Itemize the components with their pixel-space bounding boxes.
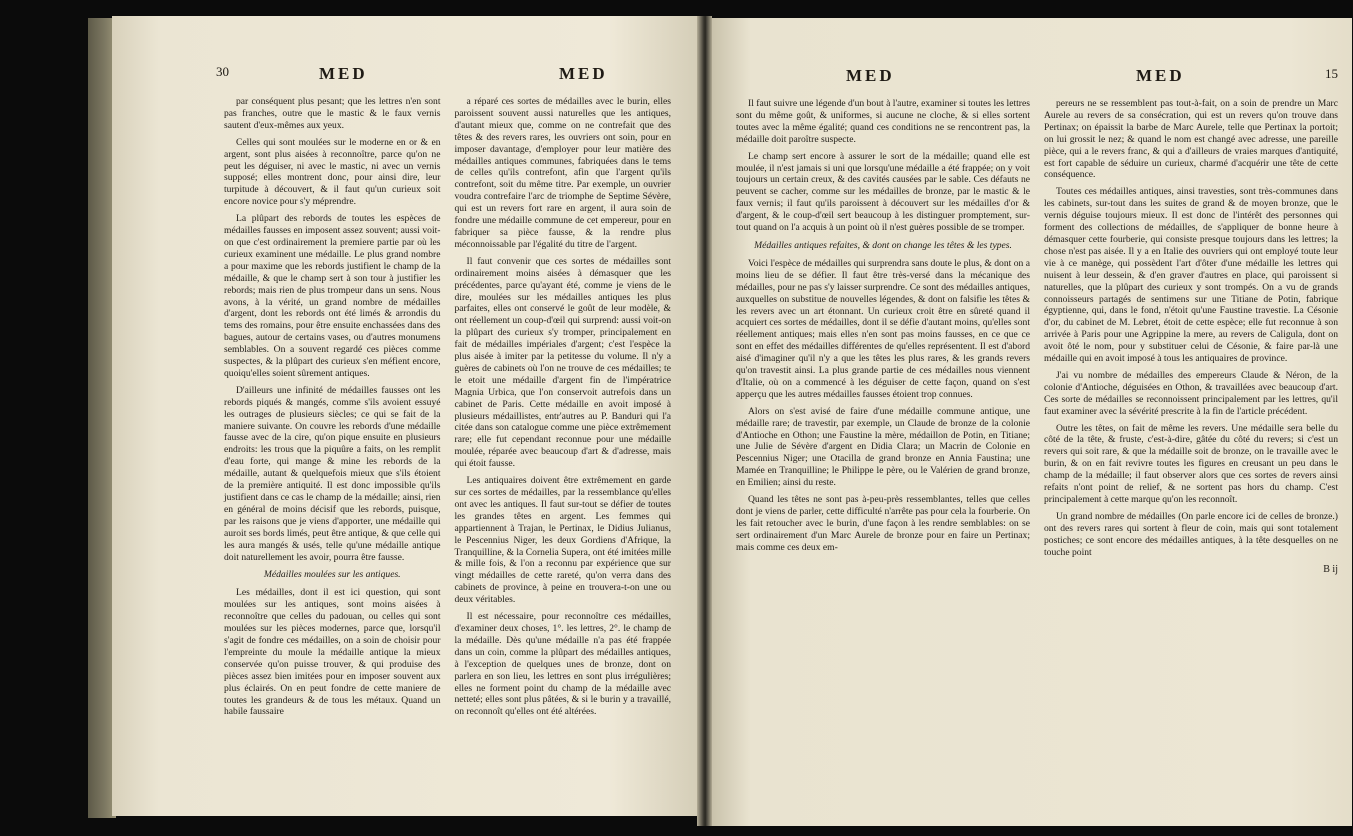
paragraph: Quand les têtes ne sont pas à-peu-près ressemblantes, telles que celles dont je viens de parler, cette difficulté n'arrête pas pour cela la fourberie. On les fait retoucher avec le burin, d'une façon à les rendre semblables: on se sert ordinairement d'un Marc Aurele de bronze pour en faire un Pertinax; mais comme ces deux em-: [736, 494, 1030, 553]
paragraph: Alors on s'est avisé de faire d'une médaille commune antique, une médaille rare; de travestir, par exemple, un Claude de bronze de la colonie d'Antioche en Othon; une Faustine la mère, médaillon de Potin, en Titiane; une Julie de Sévère d'argent en Didia Clara; un Macrin de Colonie en Pescennius Niger; une Otacilla de grand bronze en Annia Faustina; une Mamée en Tranquilline; le Philippe le père, ou le Valérien de grand bronze, en Emilien; ainsi du reste.: [736, 405, 1030, 489]
book-gutter: [697, 16, 712, 826]
text-column: [455, 96, 672, 723]
paragraph: J'ai vu nombre de médailles des empereurs Claude & Néron, de la colonie d'Antioche, déguisées en Othon, & travaillées avec beaucoup d'art. Ces sorte de médailles se reconnoissent principalement par les lettres, qu'il faut examiner avec la sévérité prescrite à la fin de l'article précédent.: [1044, 369, 1338, 417]
paragraph: Il faut convenir que ces sortes de médailles sont ordinairement moins aisées à démasquer que les précédentes, parce qu'ayant été, comme je viens de le dire, moulées sur les médailles antiques les plus parfaites, elles ont conservé le goût de leur modèle, & ont réellement un coup-d'œil qui surprend: aussi voit-on la plûpart des curieux s'y tromper, principalement en fait de médailles impériales d'argent; c'est l'espèce la plus aisée à imiter par la petitesse du volume. Il n'y a guères de cabinets où l'on ne trouve de ces médailles; te le etoit une médaille d'argent fin de l'impératrice Magnia Urbica, que l'on conservoit autrefois dans un cabinet de Paris. Cette médaille en avoit imposé à plusieurs médaillistes, entr'autres au P. Banduri qui l'a citée dans son catalogue comme une pièce extrêmement rare; elle fut cependant reconnue pour une médaille moulée, réparée avec beaucoup d'art & d'adresse, mais qui étoit fausse.: [454, 255, 671, 470]
paragraph: Le champ sert encore à assurer le sort de la médaille; quand elle est moulée, il n'est jamais si uni que lorsqu'une médaille a été frappée; on y voit toujours un certain creux, & des cavités causées par le sable. Ces défauts ne peuvent se cacher, comme sur les médailles de bronze, par le mastic & le faux vernis; il faut qu'ils paroissent à découvert sur les médailles d'or & d'argent, & le coup-d'œil sert beaucoup à les distinguer promptement, sur-tout quand on l'a acquis à un point où il n'est guères possible de se tromper.: [736, 150, 1030, 234]
paragraph: Les antiquaires doivent être extrêmement en garde sur ces sortes de médailles, par la ressemblance qu'elles ont avec les antiques. Il faut sur-tout se défier de toutes les grandes têtes en argent. Les femmes qui appartiennent à Trajan, le Pertinax, le Didius Julianus, le Pescennius Niger, les deux Gordiens d'Afrique, la Tranquilline, & la Cornelia Supera, ont été imitées mille & mille fois, & l'on a reconnu par expérience que sur vingt médailles de cette rareté, qu'on verra dans des cabinets de province, à peine en trouvera-t-on une ou deux véritables.: [454, 475, 671, 606]
running-head: MED: [1136, 66, 1185, 85]
right-page-columns: [736, 98, 1338, 564]
paragraph: a réparé ces sortes de médailles avec le burin, elles paroissent souvent aussi naturelles que les antiques, d'autant mieux que, comme on ne contrefait que des têtes & des revers rares, les ouvriers ont soin, pour en imposer davantage, d'employer pour leur matière des médailles antiques communes, fabriquées dans le tems de celles qu'ils contrefont, afin que l'argent qu'ils contrefont, soit du même titre. Par exemple, un ouvrier voudra contrefaire l'arc de triomphe de Septime Sévère, qui est un revers fort rare en argent, il aura soin de fondre une médaille commune de cet empereur, pour en fabriquer sa pièce fausse, & la rendre plus méconnoissable par l'égalité du titre de l'argent.: [454, 96, 671, 250]
right-page-header: [736, 66, 1338, 92]
paragraph: La plûpart des rebords de toutes les espèces de médailles fausses en imposent assez souvent; aussi voit-on que c'est ordinairement la premiere partie par où les curieux examinent une médaille. Le plus grand nombre a pour maxime que les rebords justifient le champ de la médaille, & que le champ sert à son tour à justifier les rebords; mais rien de plus trompeur dans un sens. Nous avons, à la vérité, un grand nombre de médailles d'argent, dont les rebords ont été limés & arrondis du tems des romains, pour être ensuite enchassées dans des bagues, autour de certains vases, ou d'autres monumens semblables. On a souvent regardé ces pièces comme suspectes, & la plûpart des curieux s'en méfient encore, quoiqu'elles soient sûrement antiques.: [224, 213, 441, 379]
left-page-header: [216, 64, 671, 90]
text-column: [736, 98, 1030, 564]
running-head: MED: [319, 64, 368, 83]
paragraph: Un grand nombre de médailles (On parle encore ici de celles de bronze.) ont des revers rares qui sortent à fleur de coin, mais qui sont totalement postiches; ce sont encore des médailles antiques, à la tête desquelles on ne touche point: [1044, 510, 1338, 558]
paragraph: par conséquent plus pesant; que les lettres n'en sont pas franches, outre que le mastic & le faux vernis sautent d'eux-mêmes aux yeux.: [224, 96, 441, 131]
paragraph: Voici l'espèce de médailles qui surprendra sans doute le plus, & dont on a moins lieu de se défier. Il faut être très-versé dans la mécanique des médailles, pour ne pas s'y laisser surprendre. Ce sont des médailles antiques, auxquelles on substitue de nouvelles légendes, & dont on falsifie les têtes & les revers avec un art étonnant. Un curieux croit être en sûreté quand il acquiert ces sortes de médailles, dont il se défie d'autant moins, qu'elles sont réellement antiques; mais elles n'en sont pas moins fausses, en ce que ce sont en effet des médailles différentes de qu'elles représentent. Il est d'abord aisé d'imaginer qu'il n'y a que les têtes les plus rares, & les grands revers qu'on travestit ainsi. La plus grande partie de ces médailles nous viennent d'Italie, où on a commencé à les déguiser de cette façon, quand on s'est apperçu que les autres médailles fausses étoient trop connues.: [736, 257, 1030, 400]
left-page-columns: [224, 96, 671, 723]
paragraph: Toutes ces médailles antiques, ainsi travesties, sont très-communes dans les cabinets, sur-tout dans les suites de grand & de moyen bronze, que le vernis déguise toujours mieux. Il est donc de l'intérêt des personnes qui forment des collections de médailles, de s'appliquer de bonne heure à démasquer cette fourberie, qui consiste presque toujours dans les lettres; la chose n'est pas aisée. Il y a en Italie des ouvriers qui ont employé toute leur vie à ce manège, qui possèdent l'art d'ôter d'une médaille les lettres qui nuisent à leur dessein, & d'en graver d'autres en place, qui paroissent si naturelles, que la plûpart des curieux y sont trompés. On a vu de grands connoisseurs partagés de sentimens sur une Titiane de Potin, fabrique égyptienne, qui, dans le fond, n'étoit qu'une Faustine travestie. La Césonie d'or, du cabinet de M. Lebret, étoit de cette espèce; elle fut reconnue à son arrivée à Paris pour une Agrippine la mere, au revers de Caligula, dont on avoit ôté le nom, pour y substituer celui de Césonie, & faire par-là une médaille qui en avoit imposé à tous les antiquaires de province.: [1044, 186, 1338, 365]
paragraph: Les médailles, dont il est ici question, qui sont moulées sur les antiques, sont moins aisées à reconnoître que celles du padouan, ou celles qui sont moulées sur les pièces modernes, parce que, lorsqu'il s'agit de fondre ces médailles, on a soin de choisir pour l'empreinte du moule la médaille antique la mieux conservée qu'on puisse trouver, & qui produise des pièces assez bien imitées pour en imposer souvent aux plus éclairés. On en peut fondre de cette maniere de toutes les grandeurs & de tous les métaux. Quand un habile faussaire: [224, 587, 441, 718]
right-page: [712, 18, 1352, 826]
running-head: MED: [559, 64, 608, 83]
paragraph: Il est nécessaire, pour reconnoître ces médailles, d'examiner deux choses, 1°. les lettres, 2°. le champ de la médaille. Dès qu'une médaille n'a pas été frappée dans un coin, comme la plûpart des médailles antiques, à l'exception de quelques unes de bronze, dont on parlera en son lieu, les lettres en sont plus irrégulières; elles ne forment point du champ de la médaille avec netteté; elles sont plus pâtées, & si le burin y a travaillé, on reconnoît qu'elles ont été altérées.: [454, 611, 671, 718]
signature-mark: B ij: [1323, 563, 1338, 575]
section-heading: Médailles moulées sur les antiques.: [263, 569, 401, 581]
page-number: 30: [216, 64, 229, 79]
paragraph: Il faut suivre une légende d'un bout à l'autre, examiner si toutes les lettres sont du même goût, & uniformes, si aucune ne cloche, & si elles sortent toutes avec la même égalité; quand ces conditions ne se rencontrent pas, la médaille doit paroître suspecte.: [736, 98, 1030, 145]
page-number: 15: [1325, 66, 1338, 81]
running-head: MED: [846, 66, 895, 85]
section-heading: Médailles antiques refaites, & dont on change les têtes & les types.: [754, 239, 1012, 251]
paragraph: Outre les têtes, on fait de même les revers. Une médaille sera belle du côté de la tête, & fruste, c'est-à-dire, gâtée du côté du revers; si c'est un revers qui soit rare, & que la médaille soit de bronze, on le travaille avec le burin, & on en fait revivre toutes les figures en creusant un peu dans le champ de la médaille; il faut observer alors que ces sortes de revers ainsi refaits n'ont point de relief, & ne sortent pas hors du champ. C'est principalement à cette marque qu'on les reconnoît.: [1044, 422, 1338, 505]
left-page: [112, 16, 697, 816]
paragraph: D'ailleurs une infinité de médailles fausses ont les rebords piqués & mangés, comme s'ils avoient essuyé les outrages de plusieurs siècles; ce qui se fait de la maniere suivante. On couvre les rebords d'une médaille fausse avec de la cire, qu'on pique ensuite en plusieurs endroits: les trous que la piquûre a faits, on les remplit d'eau forte, qui mange & mine les rebords de la médaille, autant & quelquefois mieux que s'ils étoient de la première antiquité. Il est donc impossible qu'ils justifient dans ce cas le champ de la médaille; ainsi, rien en général de moins décisif que les rebords, puisque, par les raisons que je viens d'apporter, une médaille qui auroit ses bords limés, peut être antique, & que celle qui les aura mangés & usés, telle qu'une médaille antique doit naturellement les avoir, pourra être fausse.: [224, 384, 441, 563]
paragraph: Celles qui sont moulées sur le moderne en or & en argent, sont plus aisées à reconnoître, parce qu'on ne peut les déguiser, ni avec le mastic, ni avec un vernis supposé; elles montrent donc, pour ainsi dire, leur turpitude à découvert, & il faut qu'un curieux soit encore novice pour s'y méprendre.: [224, 136, 441, 208]
paragraph: pereurs ne se ressemblent pas tout-à-fait, on a soin de prendre un Marc Aurele au revers de sa consécration, qui est un revers qu'on trouve dans Pertinax; on épaissit la barbe de Marc Aurele, telle que Pertinax la portoit; on lui grossit le nez; & quand le nom est changé avec adresse, une pareille pièce, qui a le revers franc, & qui a d'ailleurs de vraies marques d'antiquité, est fort capable de séduire un curieux, charmé d'acquérir une tête de cette conséquence.: [1044, 98, 1338, 181]
text-column: [1044, 98, 1338, 564]
text-column: [224, 96, 441, 723]
